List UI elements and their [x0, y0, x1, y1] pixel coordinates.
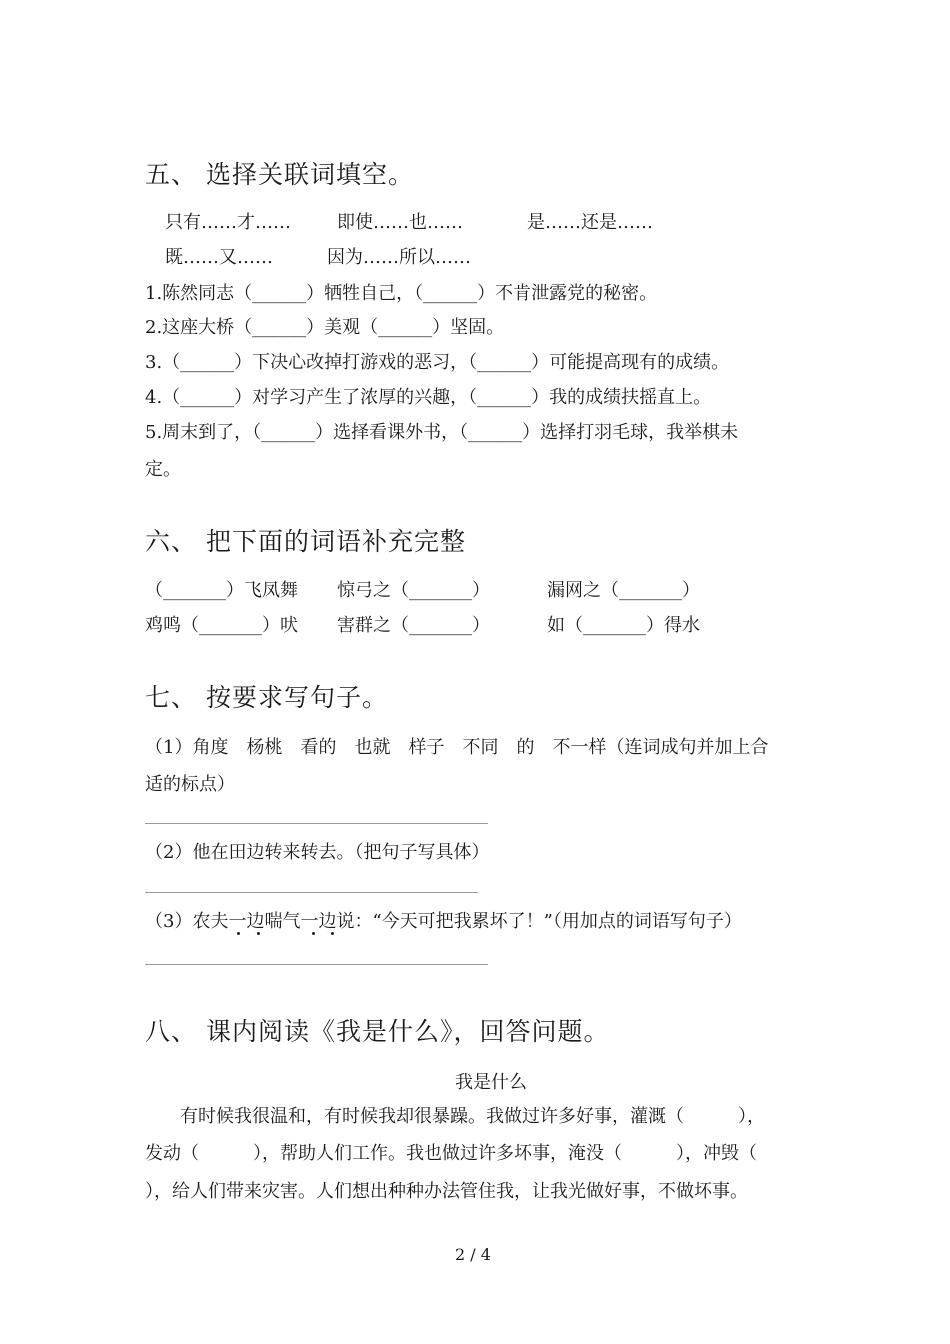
section-8-heading: 八、 课内阅读《我是什么》，回答问题。	[145, 1017, 610, 1046]
idiom-3: 漏网之（_______）	[547, 580, 700, 601]
emphasis-dot	[237, 932, 240, 935]
section-6-heading: 六、 把下面的词语补充完整	[145, 527, 466, 556]
sentence-task-1-line-1: （1）角度 杨桃 看的 也就 样子 不同 的 不一样（连词成句并加上合	[145, 737, 769, 758]
sentence-task-3: （3）农夫一边喘气一边说：“今天可把我累坏了！”（用加点的词语写句子）	[145, 911, 742, 932]
option-3: 是……还是……	[527, 212, 653, 233]
idiom-5: 害群之（_______）	[337, 615, 490, 636]
question-5-line-2: 定。	[145, 459, 181, 480]
answer-line-3[interactable]	[145, 964, 488, 965]
section-7-heading: 七、 按要求写句子。	[145, 683, 388, 712]
option-4: 既……又……	[165, 247, 273, 268]
emphasis-dot	[331, 932, 334, 935]
emphasis-dot	[257, 932, 260, 935]
emphasis-dot	[312, 932, 315, 935]
page-number: 2 / 4	[455, 1245, 491, 1264]
section-5-heading: 五、 选择关联词填空。	[145, 160, 414, 189]
idiom-4: 鸡鸣（_______）吠	[145, 615, 298, 636]
question-5-line-1: 5.周末到了，（______）选择看课外书，（______）选择打羽毛球，我举棋未	[145, 422, 739, 443]
answer-line-2[interactable]	[145, 892, 478, 893]
passage-line-2: 发动（ ），帮助人们工作。我也做过许多坏事，淹没（ ），冲毁（	[145, 1143, 757, 1164]
idiom-1: （_______）飞凤舞	[145, 580, 298, 601]
passage-line-3: ），给人们带来灾害。人们想出种种办法管住我，让我光做好事，不做坏事。	[145, 1181, 748, 1202]
question-2: 2.这座大桥（______）美观（______）坚固。	[145, 317, 505, 338]
option-2: 即使……也……	[337, 212, 463, 233]
option-5: 因为……所以……	[327, 247, 471, 268]
sentence-task-2: （2）他在田边转来转去。（把句子写具体）	[145, 842, 490, 863]
passage-line-1: 有时候我很温和，有时候我却很暴躁。我做过许多好事，灌溉（ ），	[180, 1106, 765, 1127]
question-1: 1.陈然同志（______）牺牲自己，（______）不肯泄露党的秘密。	[145, 283, 658, 304]
idiom-6: 如（_______）得水	[547, 615, 700, 636]
question-3: 3.（______）下决心改掉打游戏的恶习，（______）可能提高现有的成绩。	[145, 352, 730, 373]
sentence-task-1-line-2: 适的标点）	[145, 774, 235, 795]
passage-title: 我是什么	[455, 1072, 527, 1093]
question-4: 4.（______）对学习产生了浓厚的兴趣，（______）我的成绩扶摇直上。	[145, 387, 712, 408]
option-1: 只有……才……	[165, 212, 291, 233]
idiom-2: 惊弓之（_______）	[337, 580, 490, 601]
answer-line-1[interactable]	[145, 823, 488, 824]
